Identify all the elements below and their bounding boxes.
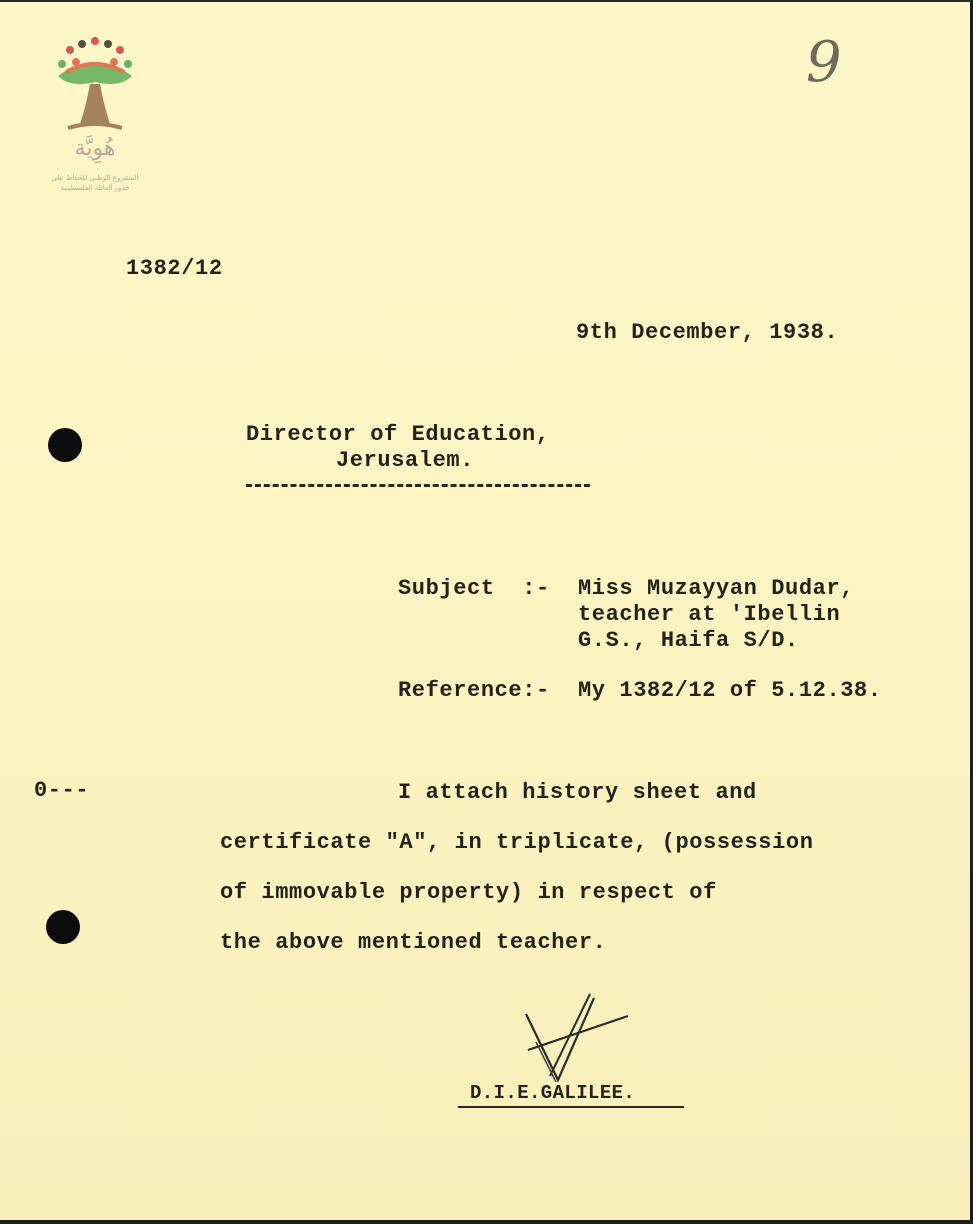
watermark-tagline-2: جذور العائلة الفلسطينية (60, 184, 130, 192)
page-number: 9 (806, 30, 842, 95)
punch-hole-top (48, 428, 82, 462)
reference-label: Reference:- (398, 678, 550, 703)
watermark-tagline-1: المشروع الوطني للحفاظ على (51, 174, 139, 182)
addressee-line-1: Director of Education, (246, 422, 550, 447)
addressee-underline (246, 484, 590, 487)
signature-mark (516, 992, 636, 1088)
subject-line-1: Miss Muzayyan Dudar, (578, 576, 855, 601)
watermark-arabic-name: هُوِيَّة (74, 136, 116, 161)
body-line-1: I attach history sheet and (398, 780, 757, 805)
letter-date: 9th December, 1938. (576, 320, 839, 345)
family-tree-logo (40, 36, 150, 196)
body-line-3: of immovable property) in respect of (220, 880, 717, 905)
addressee-line-2: Jerusalem. (336, 448, 475, 473)
reference-text: My 1382/12 of 5.12.38. (578, 678, 882, 703)
subject-label: Subject :- (398, 576, 550, 601)
subject-line-2: teacher at 'Ibellin (578, 602, 841, 627)
margin-mark: 0--- (34, 778, 90, 803)
subject-line-3: G.S., Haifa S/D. (578, 628, 799, 653)
signatory: D.I.E.GALILEE. (470, 1082, 636, 1104)
body-line-2: certificate "A", in triplicate, (possession (220, 830, 814, 855)
signatory-underline (458, 1106, 684, 1108)
file-reference: 1382/12 (126, 256, 223, 281)
punch-hole-bottom (46, 910, 80, 944)
body-line-4: the above mentioned teacher. (220, 930, 607, 955)
